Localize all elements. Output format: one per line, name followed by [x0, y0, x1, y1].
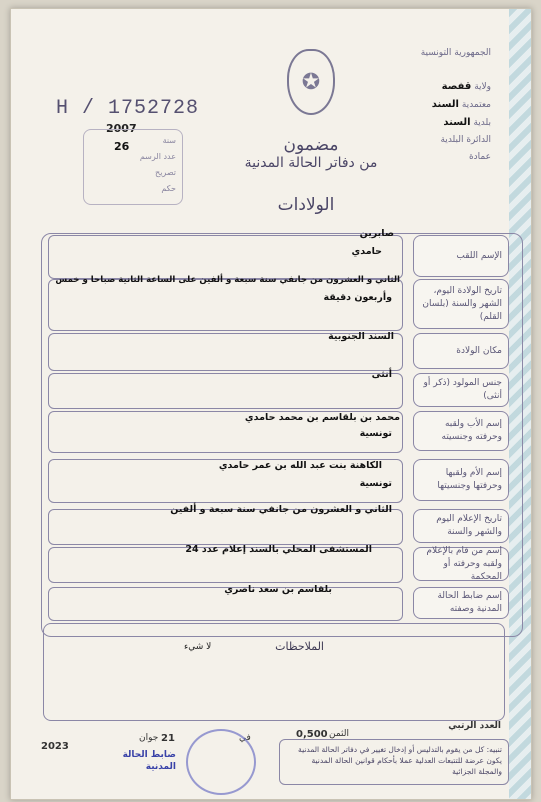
register-stub	[83, 129, 183, 205]
sector-label: عمادة	[468, 152, 491, 162]
stub-label-record: عدد الرسم	[139, 152, 176, 161]
municipality-label: بلدية	[473, 118, 491, 128]
issue-year: 2023	[41, 741, 69, 752]
serial-prefix: H /	[56, 97, 96, 120]
value-sex: أنثى	[371, 369, 392, 380]
stub-label-year: سنة	[162, 136, 176, 145]
coat-of-arms-icon: ✪	[287, 49, 335, 115]
value-dob-line1: الثاني و العشرون من جانفي سنة سبعة و ألفين على الساعة الثانية صباحا و خمس	[55, 275, 400, 285]
row-field-officer	[48, 584, 403, 621]
governorate-value: قفصة	[441, 81, 472, 92]
municipality-value: السند	[443, 117, 471, 128]
administrative-header	[421, 45, 491, 166]
value-father-nationality: تونسية	[359, 428, 392, 439]
value-officer: بلقاسم بن سعد ناصري	[224, 584, 332, 595]
remarks-value: لا شيء	[184, 642, 212, 652]
governorate-line	[421, 78, 491, 96]
row-label-pob: مكان الولادة	[413, 333, 509, 369]
row-label-officer: إسم ضابط الحالة المدنية وصفته	[413, 587, 509, 619]
serial-number	[56, 97, 199, 120]
stub-label-judgment: حكم	[161, 184, 176, 193]
value-pob: السند الجنوبية	[328, 331, 394, 342]
governorate-label: ولاية	[474, 82, 491, 92]
delegation-value: السند	[431, 99, 459, 110]
stub-number: 26	[114, 140, 130, 153]
remarks-box	[43, 623, 505, 721]
issue-month: جوان	[139, 733, 159, 743]
row-label-declarant: إسم من قام بالإعلام ولقبه وحرفته أو المحكمة	[413, 547, 509, 581]
value-first-name: صابرين	[359, 228, 394, 239]
serial-year: 2007	[106, 122, 137, 135]
value-last-name: حامدي	[351, 246, 382, 257]
register-number-label: العدد الرتبي	[448, 721, 501, 731]
value-mother: الكاهنة بنت عبد الله بن عمر حامدي	[218, 460, 382, 471]
value-mother-nationality: تونسية	[359, 478, 392, 489]
row-field-name	[48, 228, 403, 279]
row-field-declarant	[48, 544, 403, 583]
official-stamp-icon	[186, 729, 256, 795]
price-value: 0,500	[296, 729, 328, 740]
row-label-sex: جنس المولود (ذكر أو أنثى)	[413, 373, 509, 407]
row-field-dob	[48, 275, 403, 331]
birth-certificate-document	[10, 8, 532, 800]
officer-seal: ضابط الحالة المدنية	[122, 750, 176, 772]
district-line	[421, 132, 491, 149]
serial-value: 1752728	[108, 97, 200, 120]
section-title: الولادات	[277, 195, 335, 215]
row-label-name: الإسم اللقب	[413, 235, 509, 277]
value-dob-line2: وأربعون دقيقة	[323, 292, 392, 303]
row-field-mother	[48, 459, 403, 503]
row-field-pob	[48, 333, 403, 371]
row-field-father	[48, 411, 403, 453]
district-label: الدائرة البلدية	[440, 135, 491, 145]
price-label: الثمن	[329, 729, 350, 739]
republic-label: الجمهورية التونسية	[420, 48, 491, 58]
sector-line	[421, 149, 491, 166]
delegation-line	[421, 96, 491, 114]
delegation-label: معتمدية	[461, 100, 491, 110]
row-field-declaration-date	[48, 504, 403, 545]
document-title	[221, 135, 401, 171]
row-field-sex	[48, 369, 403, 409]
value-declaration-date: الثاني و العشرون من جانفي سنة سبعة و ألفين	[170, 504, 392, 515]
row-label-dob: تاريخ الولادة اليوم، الشهر والسنة (بلسان القلم)	[413, 279, 509, 329]
row-label-declaration-date: تاريخ الإعلام اليوم والشهر والسنة	[413, 509, 509, 543]
value-father: محمد بن بلقاسم بن محمد حامدي	[244, 412, 400, 423]
remarks-label: الملاحظات	[275, 640, 324, 653]
legal-notice: تنبيه: كل من يقوم بالتدليس أو إدخال تغيير في دفاتر الحالة المدنية يكون عرضة للتتبعات العدلية عملا بأحكام قوانين الحالة المدنية والمجلة الجزائية	[279, 739, 509, 785]
municipality-line	[421, 114, 491, 132]
title-line-1: مضمون	[283, 135, 339, 155]
issue-day: 21	[161, 733, 175, 744]
issued-at-label: في	[239, 733, 251, 743]
row-label-father: إسم الأب ولقبه وحرفته وجنسيته	[413, 411, 509, 451]
title-line-2: من دفاتر الحالة المدنية	[244, 155, 378, 171]
stub-label-declaration: تصريح	[155, 168, 176, 177]
value-declarant: المستشفى المحلي بالسند إعلام عدد 24	[185, 544, 372, 555]
row-label-mother: إسم الأم ولقبها وحرفتها وجنسيتها	[413, 459, 509, 501]
